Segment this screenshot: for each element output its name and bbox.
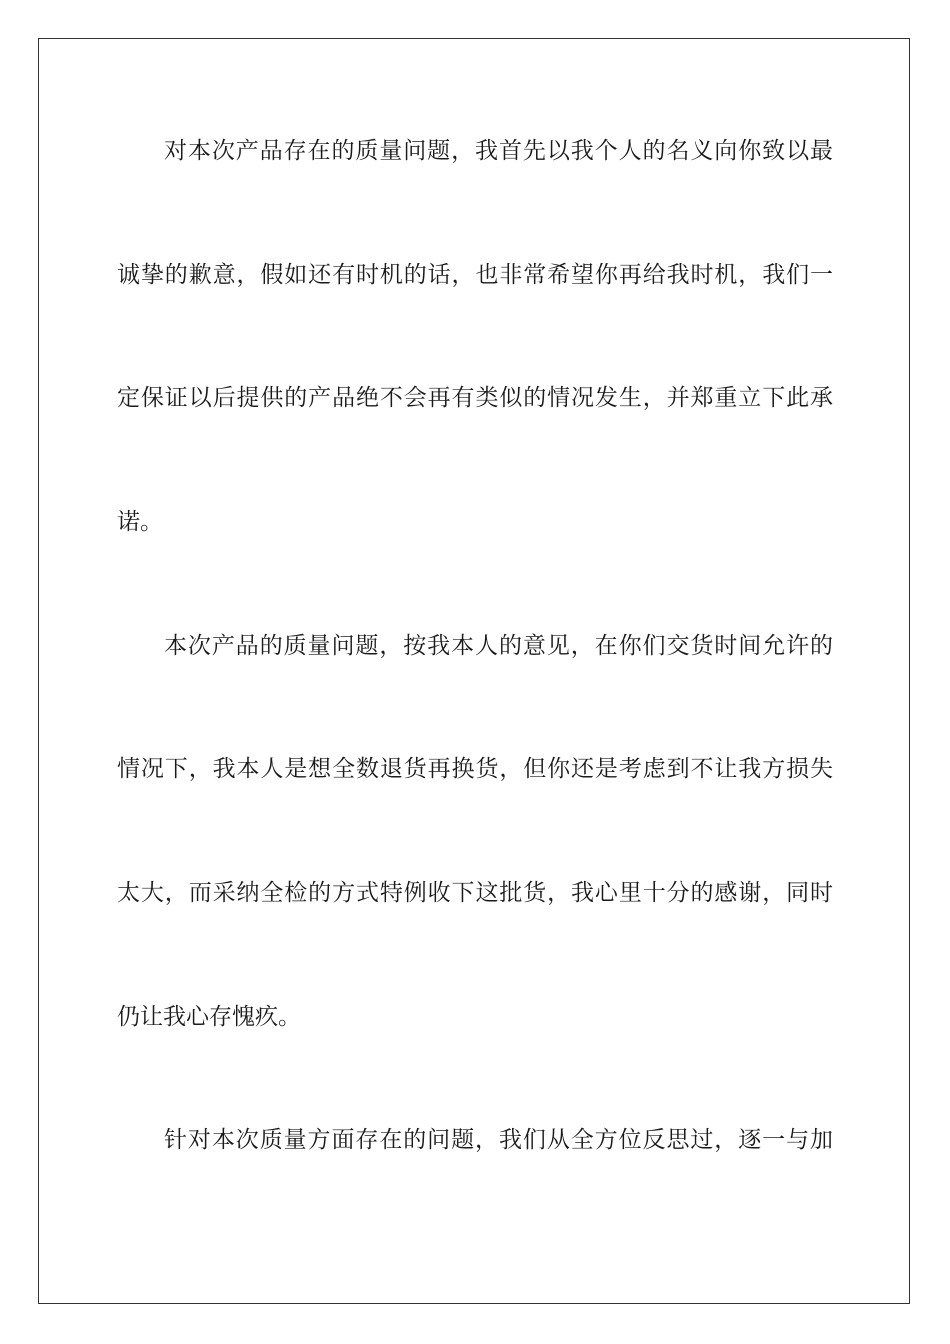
paragraph-1-line-3: 定保证以后提供的产品绝不会再有类似的情况发生，并郑重立下此承 bbox=[117, 385, 833, 411]
paragraph-2-line-4: 仍让我心存愧疚。 bbox=[117, 1004, 301, 1030]
paragraph-2-line-2: 情况下，我本人是想全数退货再换货，但你还是考虑到不让我方损失 bbox=[117, 756, 833, 782]
page-border bbox=[38, 38, 910, 1304]
paragraph-2-line-1: 本次产品的质量问题，按我本人的意见，在你们交货时间允许的 bbox=[164, 633, 833, 659]
paragraph-1-line-4: 诺。 bbox=[117, 509, 163, 535]
paragraph-1-line-1: 对本次产品存在的质量问题，我首先以我个人的名义向你致以最 bbox=[164, 138, 833, 164]
paragraph-3-line-1: 针对本次质量方面存在的问题，我们从全方位反思过，逐一与加 bbox=[164, 1127, 833, 1153]
paragraph-1-line-2: 诚挚的歉意，假如还有时机的话，也非常希望你再给我时机，我们一 bbox=[117, 262, 833, 288]
paragraph-2-line-3: 太大，而采纳全检的方式特例收下这批货，我心里十分的感谢，同时 bbox=[117, 880, 833, 906]
